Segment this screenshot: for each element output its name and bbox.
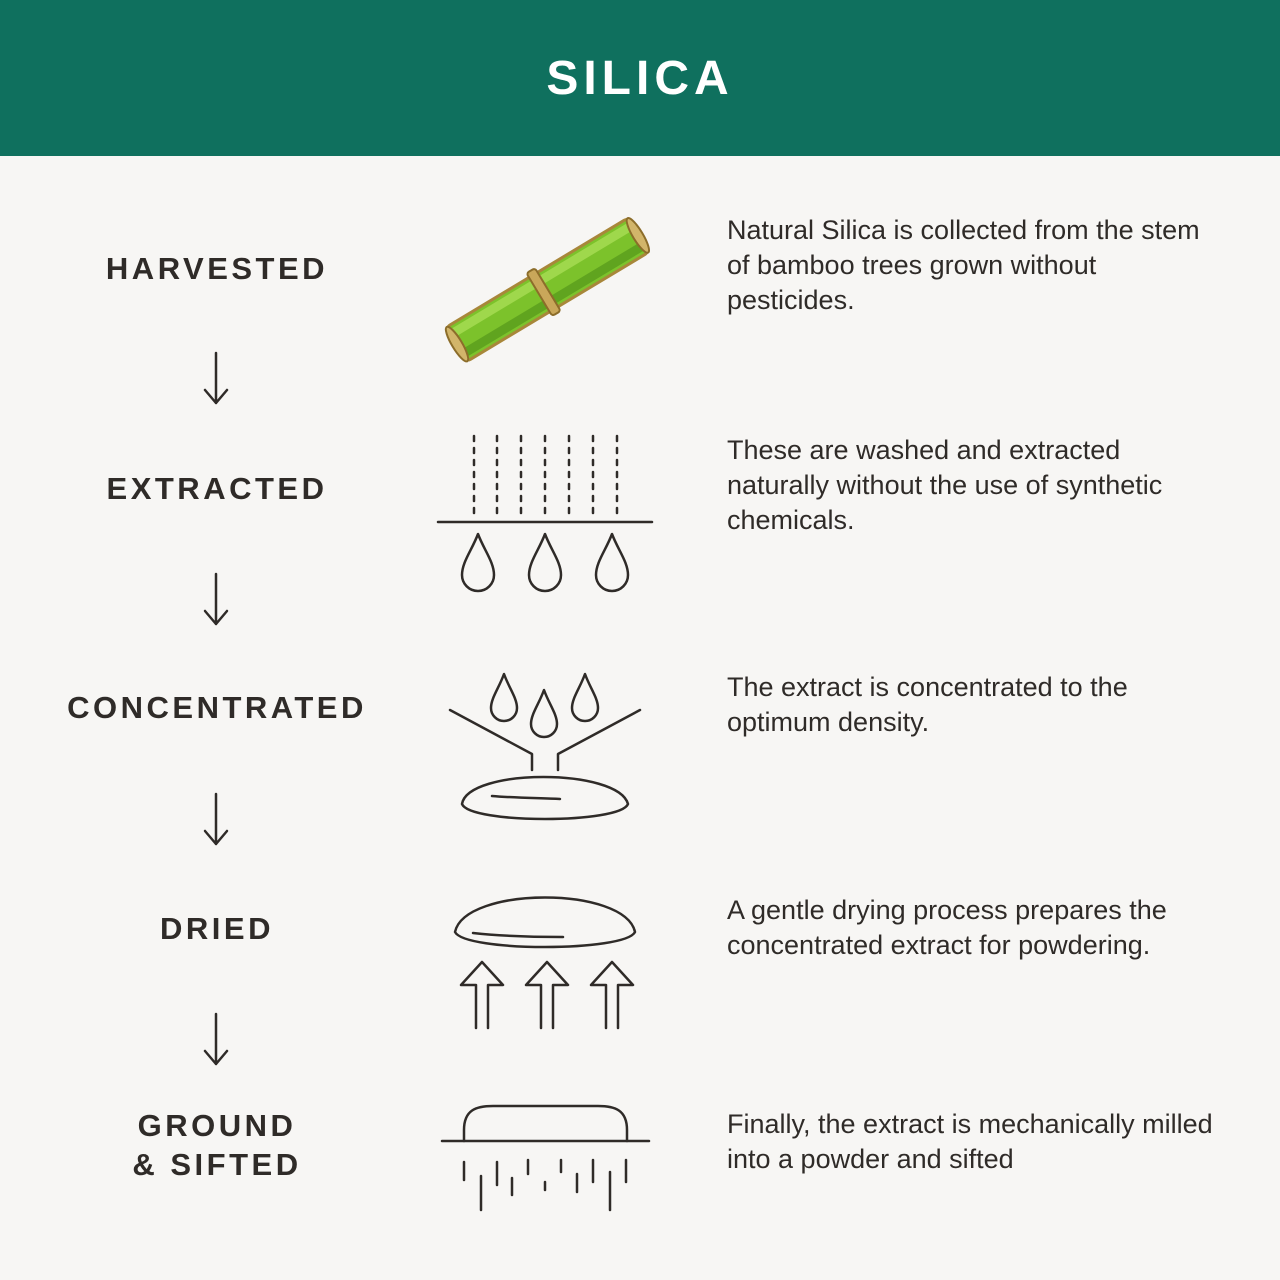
concentration-funnel-icon — [440, 668, 650, 828]
step-label-concentrated — [20, 688, 414, 727]
step-description-concentrated: The extract is concentrated to the optimum density. — [727, 672, 1128, 737]
step-label-harvested — [20, 249, 414, 288]
step-description-extracted: These are washed and extracted naturally without the use of synthetic chemicals. — [727, 435, 1163, 535]
step-label-line: DRIED — [160, 911, 274, 946]
step-label-line: EXTRACTED — [106, 471, 328, 506]
down-arrow-icon — [200, 791, 232, 851]
step-label-line: & SIFTED — [132, 1147, 302, 1182]
step-label-line: CONCENTRATED — [67, 690, 367, 725]
step-description-harvested: Natural Silica is collected from the stem of bamboo trees grown without pesticides. — [727, 215, 1200, 315]
bamboo-stem-icon — [430, 215, 665, 365]
down-arrow-icon — [200, 1011, 232, 1071]
step-label-ground-sifted — [20, 1106, 414, 1184]
grinding-sifting-icon — [438, 1100, 653, 1215]
page-title: SILICA — [546, 51, 734, 105]
extraction-drops-icon — [430, 430, 660, 595]
step-label-extracted — [20, 469, 414, 508]
step-label-line: HARVESTED — [105, 251, 329, 286]
step-description-ground-sifted: Finally, the extract is mechanically milled into a powder and sifted — [727, 1109, 1213, 1174]
step-label-line: GROUND — [137, 1108, 297, 1143]
step-label-dried — [20, 909, 414, 948]
step-description-dried: A gentle drying process prepares the concentrated extract for powdering. — [727, 895, 1167, 960]
header-banner — [0, 0, 1280, 156]
down-arrow-icon — [200, 571, 232, 631]
down-arrow-icon — [200, 350, 232, 410]
drying-heat-icon — [445, 890, 645, 1035]
